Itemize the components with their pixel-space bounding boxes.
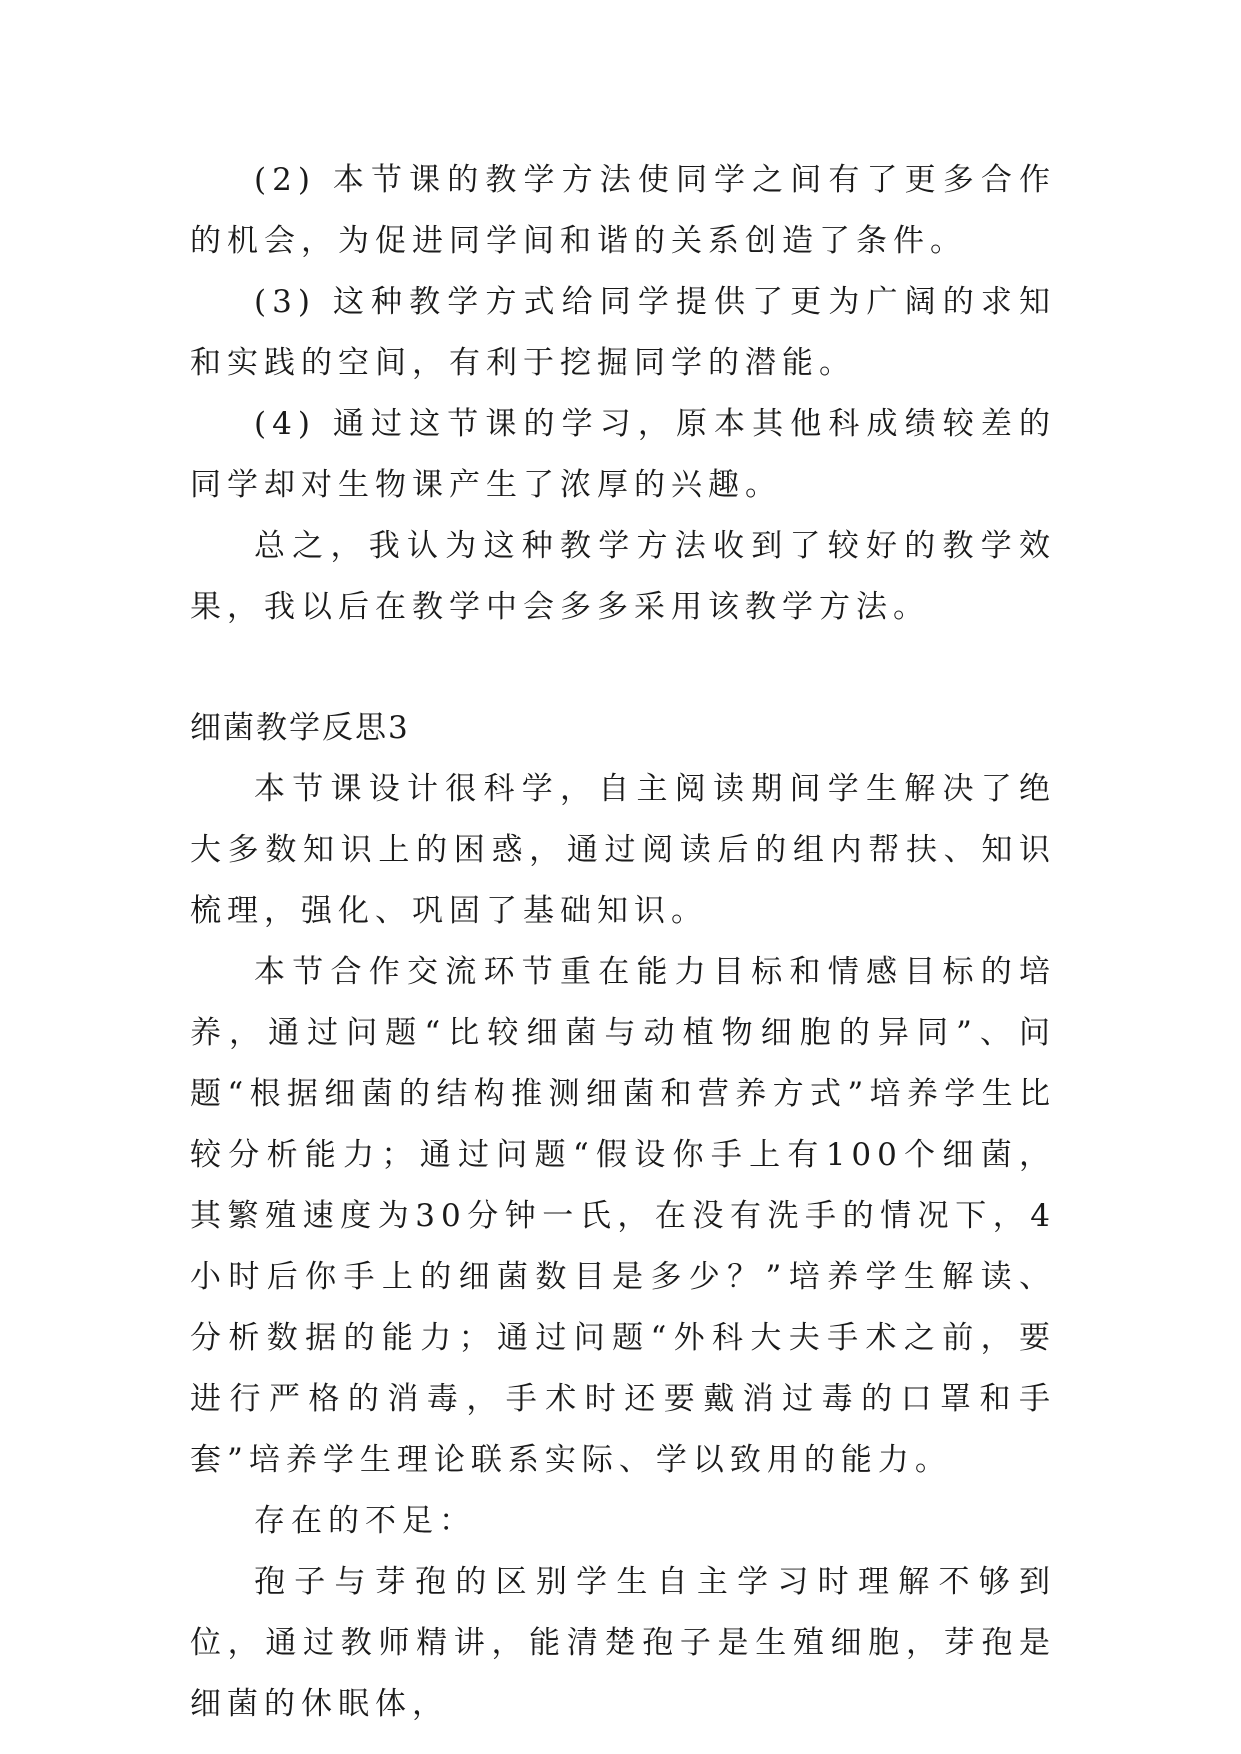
section-paragraph-spores: 孢子与芽孢的区别学生自主学习时理解不够到位，通过教师精讲，能清楚孢子是生殖细胞，芽孢是细菌的休眠体， — [190, 1564, 1056, 1722]
section-paragraph-shortcomings-heading: 存在的不足： — [254, 1503, 476, 1539]
paragraph-point-4: (4) 通过这节课的学习，原本其他科成绩较差的同学却对生物课产生了浓厚的兴趣。 — [190, 406, 1056, 503]
section-paragraph-cooperation: 本节合作交流环节重在能力目标和情感目标的培养，通过问题“比较细菌与动植物细胞的异同”、问题“根据细菌的结构推测细菌和营养方式”培养学生比较分析能力；通过问题“假设你手上有100个细菌，其繁殖速度为30分钟一氏，在没有洗手的情况下，4小时后你手上的细菌数目是多少？”培养学生解读、分析数据的能力；通过问题“外科大夫手术之前，要进行严格的消毒，手术时还要戴消过毒的口罩和手套”培养学生理论联系实际、学以致用的能力。 — [190, 954, 1056, 1478]
section-spacer — [190, 638, 1056, 698]
paragraph-point-2: (2) 本节课的教学方法使同学之间有了更多合作的机会，为促进同学间和谐的关系创造了条件。 — [190, 162, 1056, 259]
section-title: 细菌教学反思3 — [190, 710, 410, 746]
paragraph-point-3: (3) 这种教学方式给同学提供了更为广阔的求知和实践的空间，有利于挖掘同学的潜能。 — [190, 284, 1056, 381]
paragraph-conclusion: 总之，我认为这种教学方法收到了较好的教学效果，我以后在教学中会多多采用该教学方法。 — [190, 528, 1056, 625]
section-paragraph-design: 本节课设计很科学，自主阅读期间学生解决了绝大多数知识上的困惑，通过阅读后的组内帮扶、知识梳理，强化、巩固了基础知识。 — [190, 771, 1056, 929]
document-body — [190, 150, 1056, 1735]
